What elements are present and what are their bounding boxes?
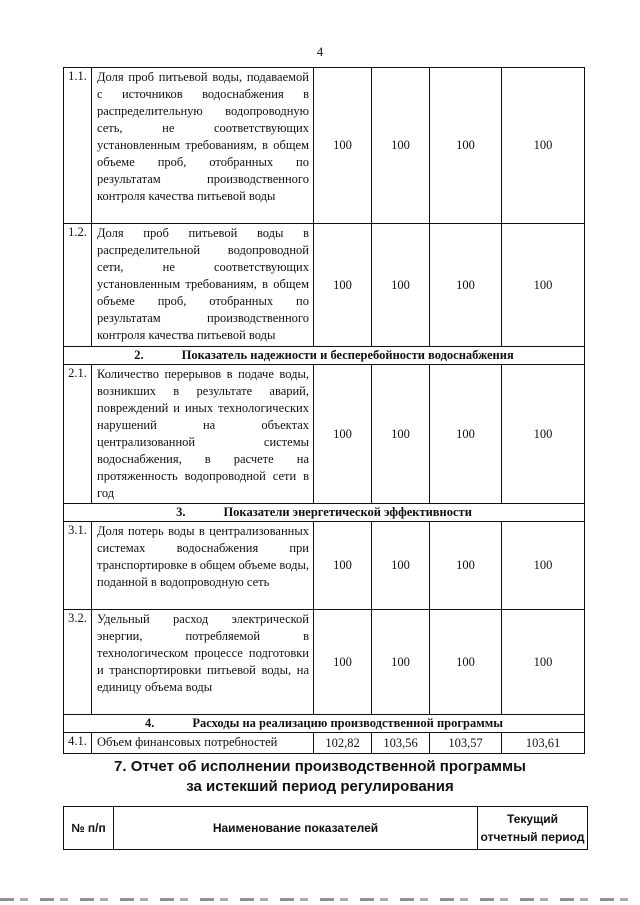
value-3: 100 [430,365,502,504]
value-1: 100 [314,224,372,347]
value-4: 100 [502,365,585,504]
header-num: № п/п [64,807,114,850]
section-number: 2. [134,348,144,362]
indicator-name: Доля проб питьевой воды, подаваемой с источников водоснабжения в распределительную водопроводную сеть, не соответствующих установленным требованиям, в общем объеме проб, отобранных по результатам производственного контроля качества питьевой воды [92,68,314,224]
value-2: 100 [372,365,430,504]
value-2: 100 [372,610,430,715]
indicator-row [64,365,585,504]
page-number: 4 [316,44,324,59]
section-title: Показатели энергетической эффективности [223,505,472,519]
section-title: Показатель надежности и бесперебойности водоснабжения [181,348,514,362]
value-2: 100 [372,224,430,347]
value-2: 103,56 [372,733,430,754]
row-number: 3.2. [64,610,92,715]
section-header-row [64,504,585,522]
indicator-row [64,68,585,224]
value-4: 100 [502,68,585,224]
section-7-title-line1: 7. Отчет об исполнении производственной программы [114,758,526,775]
value-3: 100 [430,68,502,224]
indicator-row [64,733,585,754]
indicator-row [64,224,585,347]
value-2: 100 [372,522,430,610]
section-7-title-line2: за истекший период регулирования [186,778,454,795]
header-name: Наименование показателей [114,807,478,850]
section-number: 4. [144,716,155,730]
report-table-header-row [64,807,588,850]
scan-edge-artifact [0,898,640,901]
row-number: 1.2. [64,224,92,347]
indicator-row [64,610,585,715]
section-title: Расходы на реализацию производственной программы [192,716,504,730]
value-3: 103,57 [430,733,502,754]
value-4: 103,61 [502,733,585,754]
header-current-line1: Текущий [507,812,558,826]
section-header-row [64,347,585,365]
report-table [63,806,588,850]
value-1: 100 [314,68,372,224]
header-current-period [478,807,588,850]
value-4: 100 [502,610,585,715]
section-header [64,504,585,522]
value-3: 100 [430,224,502,347]
header-current-line2: отчетный период [480,830,585,844]
indicators-table [63,67,585,754]
value-4: 100 [502,224,585,347]
value-1: 100 [314,610,372,715]
indicator-name: Доля потерь воды в централизованных системах водоснабжения при транспортировке в общем объеме воды, поданной в водопроводную сеть [92,522,314,610]
value-3: 100 [430,610,502,715]
section-number: 3. [176,505,186,519]
value-2: 100 [372,68,430,224]
section-header [64,715,585,733]
row-number: 4.1. [64,733,92,754]
section-7-title [0,757,640,797]
value-1: 100 [314,365,372,504]
value-1: 100 [314,522,372,610]
indicator-name: Удельный расход электрической энергии, потребляемой в технологическом процессе подготовки и транспортировки питьевой воды, на единицу объема воды [92,610,314,715]
value-3: 100 [430,522,502,610]
indicator-name: Количество перерывов в подаче воды, возникших в результате аварий, повреждений и иных технологических нарушений на объектах централизованной системы водоснабжения, в расчете на протяженность водопроводной сети в год [92,365,314,504]
row-number: 2.1. [64,365,92,504]
section-header [64,347,585,365]
row-number: 3.1. [64,522,92,610]
row-number: 1.1. [64,68,92,224]
indicator-name: Доля проб питьевой воды в распределительной водопроводной сети, не соответствующих установленным требованиям, в общем объеме проб, отобранных по результатам производственного контроля качества питьевой воды [92,224,314,347]
section-header-row [64,715,585,733]
indicators-table-body [64,68,585,754]
indicator-name: Объем финансовых потребностей [92,733,314,754]
value-4: 100 [502,522,585,610]
indicator-row [64,522,585,610]
value-1: 102,82 [314,733,372,754]
